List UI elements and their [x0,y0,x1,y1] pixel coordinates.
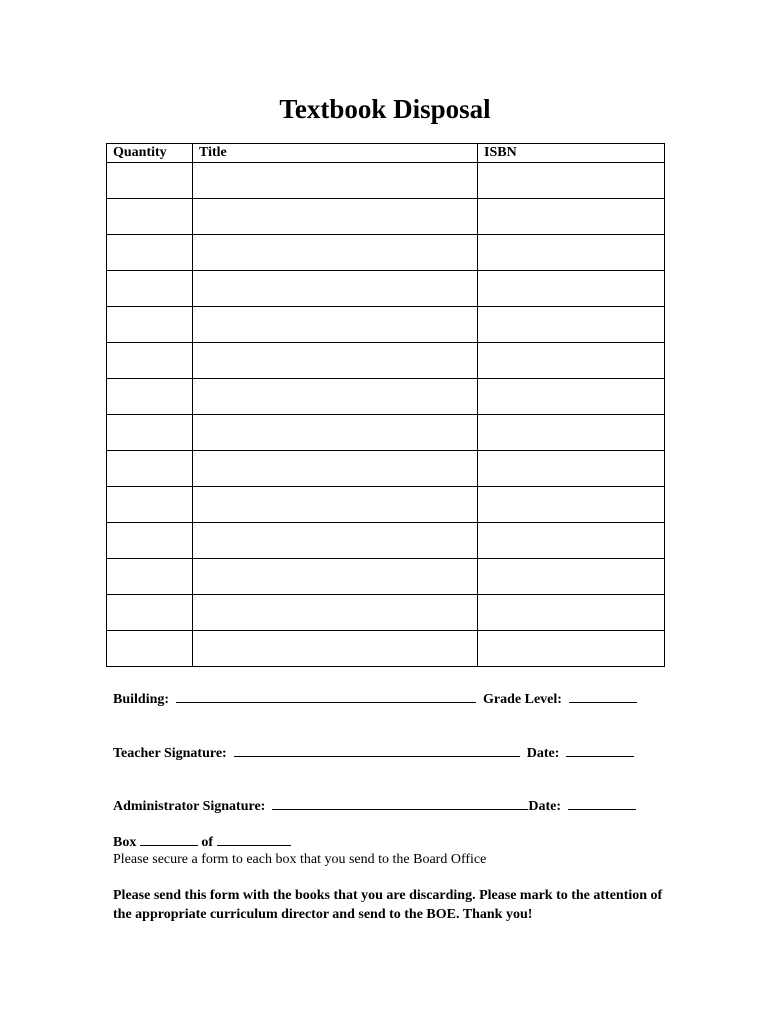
teacher-date-field[interactable] [566,744,634,757]
quantity-cell[interactable] [107,451,193,487]
isbn-cell[interactable] [478,343,665,379]
teacher-signature-row [113,744,634,763]
administrator-date-field[interactable] [568,797,636,810]
title-cell[interactable] [193,523,478,559]
isbn-cell[interactable] [478,559,665,595]
title-cell[interactable] [193,559,478,595]
title-cell[interactable] [193,487,478,523]
title-cell[interactable] [193,343,478,379]
table-row [107,523,665,559]
building-field[interactable] [176,690,476,703]
isbn-cell[interactable] [478,235,665,271]
isbn-cell[interactable] [478,487,665,523]
table-row [107,199,665,235]
administrator-signature-label: Administrator Signature: [113,799,266,814]
title-cell[interactable] [193,379,478,415]
isbn-cell[interactable] [478,379,665,415]
isbn-cell[interactable] [478,451,665,487]
grade-level-label: Grade Level: [483,692,562,707]
quantity-cell[interactable] [107,523,193,559]
table-row [107,559,665,595]
building-label: Building: [113,692,170,707]
building-row [113,690,637,709]
teacher-date-label: Date: [526,746,560,761]
box-total-field[interactable] [217,833,291,846]
isbn-cell[interactable] [478,163,665,199]
isbn-cell[interactable] [478,271,665,307]
table-row [107,451,665,487]
quantity-header: Quantity [107,144,193,163]
table-row [107,343,665,379]
title-cell[interactable] [193,595,478,631]
table-row [107,631,665,667]
quantity-cell[interactable] [107,631,193,667]
quantity-cell[interactable] [107,415,193,451]
table-header-row [107,144,665,163]
box-row [113,833,291,852]
title-cell[interactable] [193,451,478,487]
of-label: of [201,835,214,850]
quantity-cell[interactable] [107,487,193,523]
disposal-table [106,143,665,667]
table-row [107,487,665,523]
quantity-cell[interactable] [107,199,193,235]
table-row [107,595,665,631]
table-row [107,163,665,199]
quantity-cell[interactable] [107,163,193,199]
table-body [107,163,665,667]
title-cell[interactable] [193,307,478,343]
quantity-cell[interactable] [107,307,193,343]
teacher-signature-field[interactable] [234,744,520,757]
teacher-signature-label: Teacher Signature: [113,746,227,761]
title-cell[interactable] [193,631,478,667]
quantity-cell[interactable] [107,235,193,271]
quantity-cell[interactable] [107,379,193,415]
table-row [107,415,665,451]
isbn-cell[interactable] [478,631,665,667]
isbn-cell[interactable] [478,415,665,451]
isbn-header: ISBN [478,144,665,163]
table-row [107,307,665,343]
title-cell[interactable] [193,235,478,271]
administrator-signature-field[interactable] [272,797,528,810]
title-cell[interactable] [193,415,478,451]
administrator-date-label: Date: [528,799,561,814]
page-title: Textbook Disposal [279,94,491,124]
isbn-cell[interactable] [478,595,665,631]
administrator-signature-row [113,797,636,816]
box-number-field[interactable] [140,833,198,846]
quantity-cell[interactable] [107,595,193,631]
title-cell[interactable] [193,199,478,235]
box-instruction: Please secure a form to each box that you send to the Board Office [113,852,487,867]
send-instruction: Please send this form with the books that you are discarding. Please mark to the attention of the appropriate curriculum director and send to the BOE. Thank you! [113,888,663,922]
isbn-cell[interactable] [478,199,665,235]
title-cell[interactable] [193,163,478,199]
table-row [107,271,665,307]
isbn-cell[interactable] [478,523,665,559]
isbn-cell[interactable] [478,307,665,343]
grade-level-field[interactable] [569,690,637,703]
title-cell[interactable] [193,271,478,307]
quantity-cell[interactable] [107,559,193,595]
quantity-cell[interactable] [107,343,193,379]
table-row [107,379,665,415]
title-header: Title [193,144,478,163]
quantity-cell[interactable] [107,271,193,307]
box-label: Box [113,835,137,850]
table-row [107,235,665,271]
